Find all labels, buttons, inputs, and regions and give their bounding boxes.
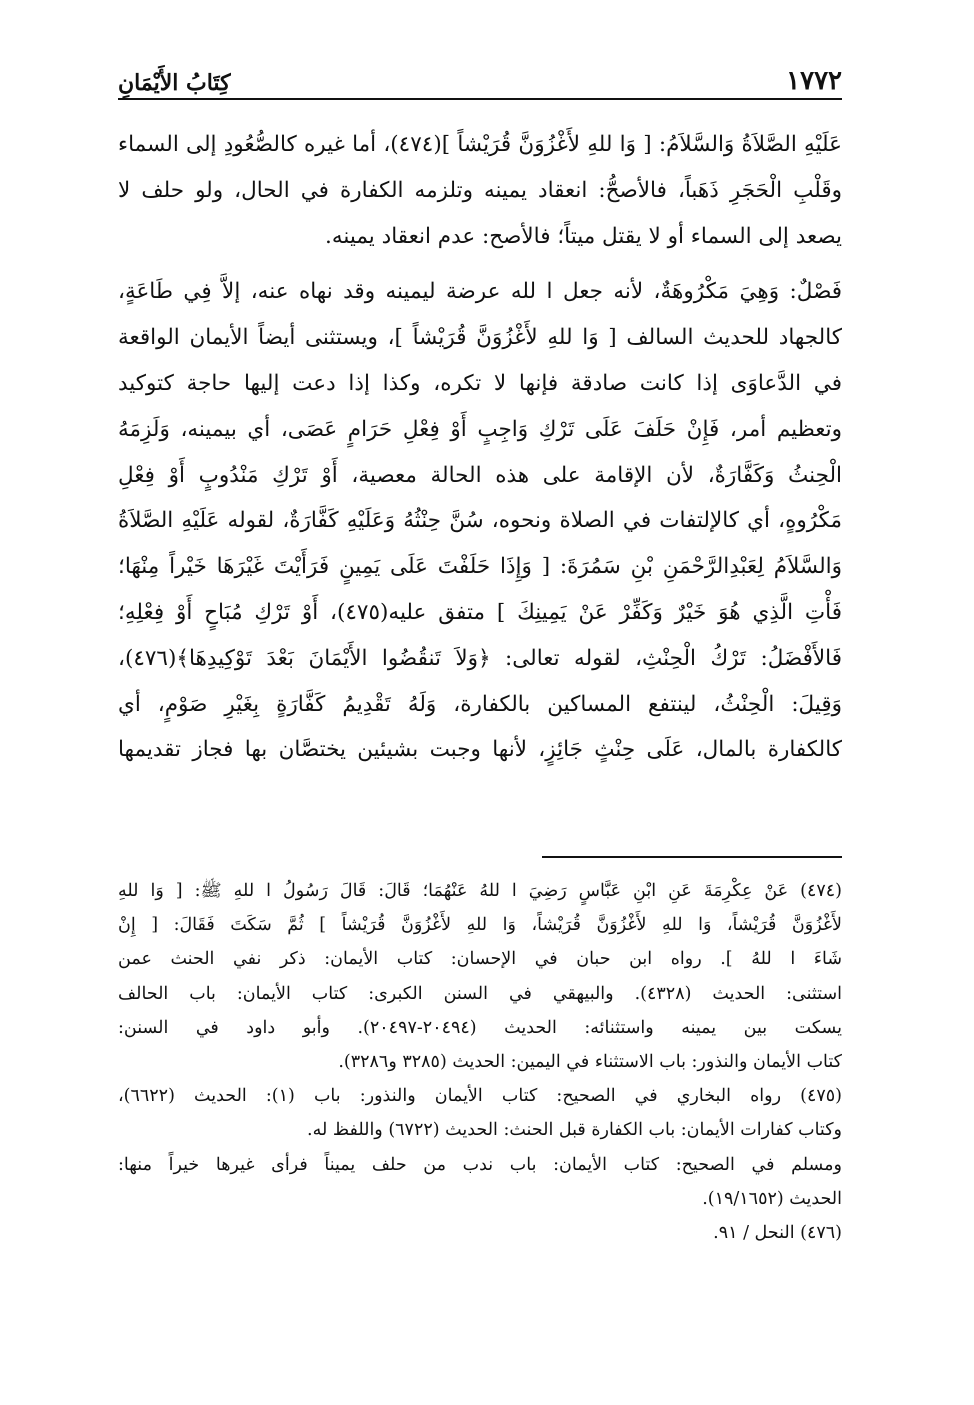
text-line: يصعد إلى السماء أو لا يقتل ميتاً؛ فالأصح: عدم انعقاد يمينه. bbox=[325, 223, 842, 249]
footnote-line: (٤٧٥) رواه البخاري في الصحيح: كتاب الأيمان والنذور: باب (١): الحديث (٦٦٢٢)، bbox=[118, 1086, 842, 1107]
text-line: مَكْرُوهٍ، أي كالإلتفات في الصلاة ونحوه، سُنَّ حِنْثُهُ وَعَلَيْهِ كَفَّارَةٌ، لقوله عَلَيْهِ الصَّلاَةُ bbox=[118, 508, 842, 534]
footnote-line: وكتاب كفارات الأيمان: باب الكفارة قبل الحنث: الحديث (٦٧٢٢) واللفظ له. bbox=[307, 1120, 842, 1141]
footnote-475 bbox=[118, 1079, 842, 1216]
text-line: فَأْتِ الَّذِي هُوَ خَيْرٌ وَكَفِّرْ عَنْ يَمِينِكَ ] متفق عليه(٤٧٥)، أَوْ تَرْكِ مُبَاحٍ أَوْ فِعْلِهِ؛ bbox=[118, 599, 842, 625]
text-line: الْحِنثُ وَكَفَّارَةٌ، لأن الإقامة على هذه الحالة معصية، أَوْ تَرْكِ مَنْدُوبٍ أَوْ فِعْلِ bbox=[118, 462, 842, 488]
footnote-line: الحديث (١٩/١٦٥٢). bbox=[702, 1188, 842, 1209]
text-line: وَالسَّلاَمُ لِعَبْدِالرَّحْمَنِ بْنِ سَمُرَةَ: [ وَإِذَا حَلَفْتَ عَلَى يَمِينٍ فَرَأَيْتَ غَيْرَهَا خَيْراً مِنْهَا؛ bbox=[118, 554, 842, 580]
running-title: كِتَابُ الأَيْمَانِ bbox=[118, 70, 231, 96]
footnote-line: شَاءَ ا للهُ ]. رواه ابن حبان في الإحسان: كتاب الأيمان: ذكر نفي الحنث عمن bbox=[118, 949, 842, 970]
footnote-line: استثنى: الحديث (٤٣٢٨). والبيهقي في السنن الكبرى: كتاب الأيمان: باب الحالف bbox=[118, 983, 842, 1004]
footnote-line: ومسلم في الصحيح: كتاب الأيمان: باب ندب من حلف يميناً فرأى غيرها خيراً منها: bbox=[118, 1154, 842, 1175]
footnote-474 bbox=[118, 874, 842, 1079]
footnote-line: (٤٧٦) النحل / ٩١. bbox=[713, 1223, 842, 1244]
footnote-line: كتاب الأيمان والنذور: باب الاستثناء في اليمين: الحديث (٣٢٨٥ و٣٢٨٦). bbox=[338, 1052, 842, 1073]
text-line: وتعظيم أمر، فَإِنْ حَلَفَ عَلَى تَرْكِ وَاجِبٍ أَوْ فِعْلِ حَرَامٍ عَصَى، أي بيمينه، وَلَزِمَهُ bbox=[118, 416, 842, 442]
text-line: كالكفارة بالمال، عَلَى حِنْثٍ جَائِزٍ، لأنها وجبت بشيئين يختصَّان بها فجاز تقديمها bbox=[118, 737, 842, 763]
footnote-separator bbox=[542, 856, 842, 858]
text-line: فَصْلٌ: وَهِيَ مَكْرُوهَةٌ، لأنه جعل ا لله عرضة ليمينه وقد نهاه عنه، إلاَّ فِي طَاعَةٍ، bbox=[118, 279, 842, 305]
text-line: وَقِيلَ: الْحِنْثُ، لينتفع المساكين بالكفارة، وَلَهُ تَقْدِيمُ كَفَّارَةٍ بِغَيْرِ صَوْمٍ، أي bbox=[118, 691, 842, 717]
footnote-line: لأَغْزُوَنَّ قُرَيْشاً، وَا للهِ لأَغْزُوَنَّ قُرَيْشاً، وَا للهِ لأَغْزُوَنَّ قُرَيْشاً ] ثُمَّ سَكَتَ فَقَالَ: [ إِنْ bbox=[118, 915, 842, 936]
text-line: عَلَيْهِ الصَّلاَةُ وَالسَّلاَمُ: [ وَا للهِ لأَغْزُوَنَّ قُرَيْشاً ](٤٧٤)، أما غيره كالصُّعُودِ إلى السماء bbox=[118, 132, 842, 157]
page-header bbox=[118, 58, 842, 100]
text-line: كالجهاد للحديث السالف [ وَا للهِ لأَغْزُوَنَّ قُرَيْشاً ]، ويستثنى أيضاً الأيمان الواقعة bbox=[118, 325, 842, 351]
text-line: وقَلْبِ الْحَجَرِ ذَهَباً، فالأصحُّ: انعقاد يمينه وتلزمه الكفارة في الحال، ولو حلف لا bbox=[118, 177, 842, 203]
footnotes bbox=[118, 874, 842, 1250]
page-number: ١٧٧٢ bbox=[786, 66, 842, 96]
paragraph-2 bbox=[118, 269, 842, 773]
footnote-line: يسكت بين يمينه واستثنائه: الحديث (٢٠٤٩٤-٢٠٤٩٧). وأبو داود في السنن: bbox=[118, 1017, 843, 1038]
paragraph-1 bbox=[118, 122, 842, 259]
main-text bbox=[118, 122, 842, 773]
footnote-476 bbox=[118, 1216, 842, 1250]
text-line: في الدَّعاوَى إذا كانت صادقة فإنها لا تكره، وكذا إذا دعت إليها حاجة كتوكيد bbox=[118, 370, 842, 396]
footnote-line: (٤٧٤) عَنْ عِكْرِمَةَ عَنِ ابْنِ عَبَّاسٍ رَضِيَ ا للهُ عَنْهُمَا؛ قَالَ: قَالَ رَسُولُ ا للهِ ﷺ: [ وَا للهِ bbox=[118, 881, 842, 901]
text-line: فَالأَفْضَلُ: تَرْكُ الْحِنْثِ، لقوله تعالى: ﴿وَلاَ تَنقُضُوا الأَيْمَانَ بَعْدَ تَوْكِيدِهَا﴾(٤٧٦)، bbox=[118, 645, 842, 671]
